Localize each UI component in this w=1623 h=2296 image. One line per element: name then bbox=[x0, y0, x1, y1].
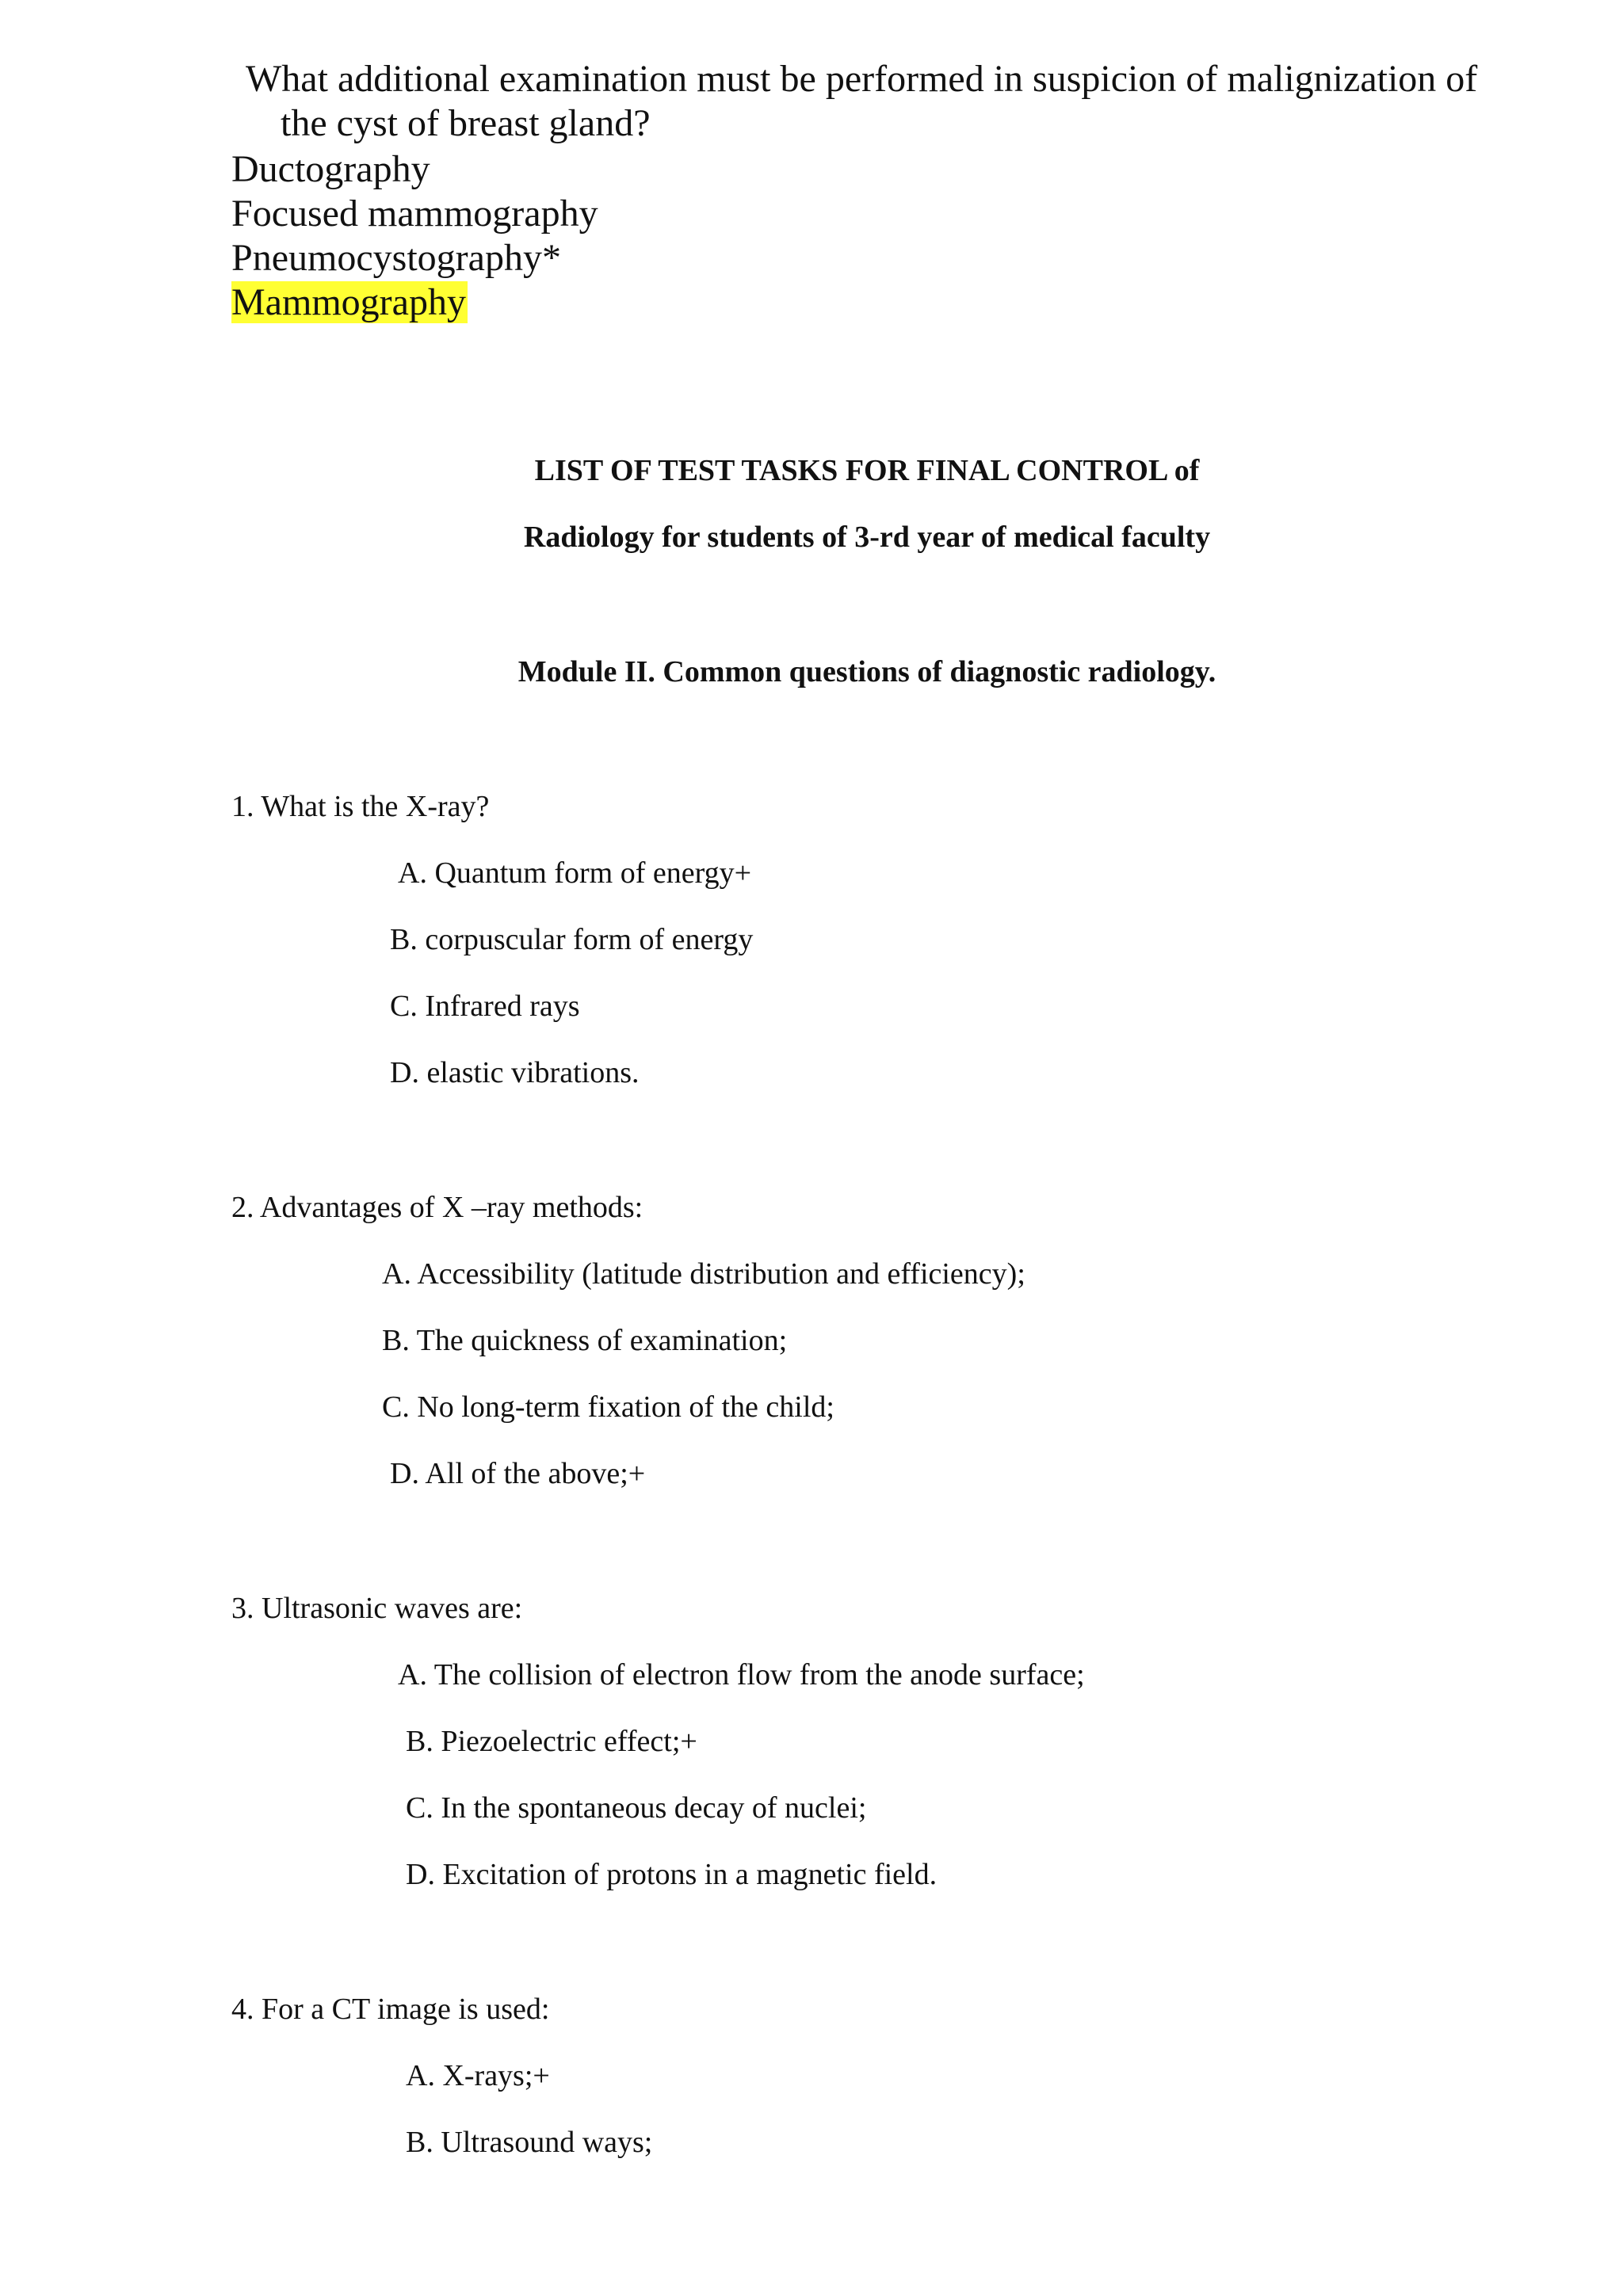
intro-question-line1: What additional examination must be performed in suspicion of malignization of bbox=[246, 58, 1478, 100]
question-3-option-a: A. The collision of electron flow from the anode surface; bbox=[398, 1658, 1085, 1691]
question-2-option-c: C. No long-term fixation of the child; bbox=[382, 1390, 834, 1424]
intro-option: Pneumocystography* bbox=[231, 237, 561, 279]
question-1-option-d: D. elastic vibrations. bbox=[390, 1056, 640, 1089]
question-4-option-b: B. Ultrasound ways; bbox=[406, 2126, 653, 2159]
question-3-option-d: D. Excitation of protons in a magnetic field. bbox=[406, 1858, 938, 1891]
highlighted-answer: Mammography bbox=[231, 281, 466, 323]
question-1-option-c: C. Infrared rays bbox=[390, 990, 580, 1023]
question-3: 3. Ultrasonic waves are: bbox=[231, 1592, 523, 1625]
question-1: 1. What is the X-ray? bbox=[231, 790, 490, 823]
module-title: Module II. Common questions of diagnostic radiology. bbox=[517, 655, 1216, 688]
question-2-option-b: B. The quickness of examination; bbox=[382, 1324, 788, 1357]
question-3-option-c: C. In the spontaneous decay of nuclei; bbox=[406, 1791, 867, 1825]
question-4: 4. For a CT image is used: bbox=[231, 1993, 550, 2026]
document-title: LIST OF TEST TASKS FOR FINAL CONTROL of bbox=[534, 454, 1200, 487]
document-subtitle: Radiology for students of 3-rd year of medical faculty bbox=[523, 521, 1211, 554]
intro-option: Focused mammography bbox=[231, 193, 598, 235]
intro-question bbox=[231, 57, 1511, 146]
question-2-option-d: D. All of the above;+ bbox=[390, 1457, 646, 1490]
question-4-option-a: A. X-rays;+ bbox=[406, 2059, 550, 2092]
question-2: 2. Advantages of X –ray methods: bbox=[231, 1191, 643, 1224]
intro-question-line2: the cyst of breast gland? bbox=[281, 102, 651, 144]
question-2-option-a: A. Accessibility (latitude distribution and efficiency); bbox=[382, 1257, 1025, 1291]
question-3-option-b: B. Piezoelectric effect;+ bbox=[406, 1725, 697, 1758]
intro-option: Ductography bbox=[231, 148, 430, 190]
question-1-option-b: B. corpuscular form of energy bbox=[390, 923, 754, 956]
question-1-option-a: A. Quantum form of energy+ bbox=[398, 856, 752, 890]
intro-option-highlighted bbox=[231, 280, 468, 325]
